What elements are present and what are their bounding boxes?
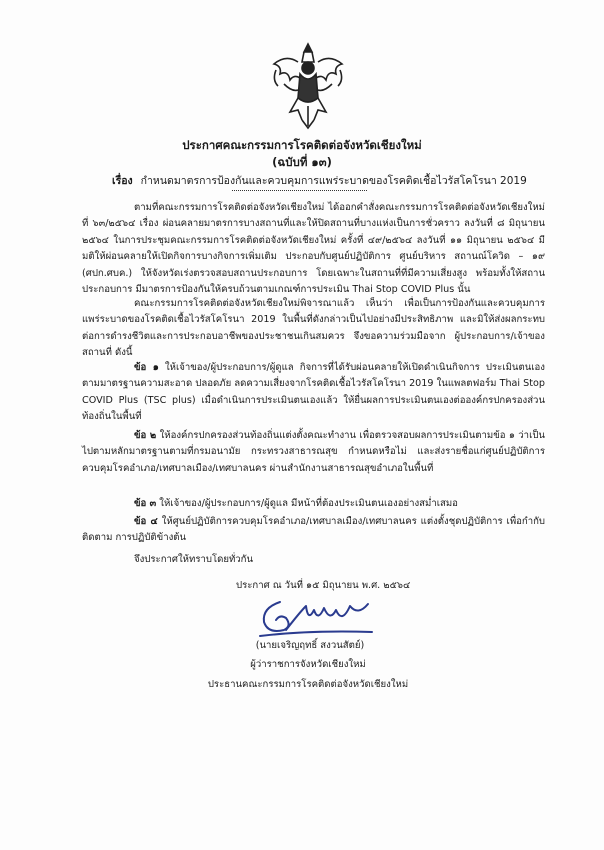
clause-3-label: ข้อ ๓ <box>134 498 157 509</box>
announcement-title: ประกาศคณะกรรมการโรคติดต่อจังหวัดเชียงใหม่ <box>182 138 422 152</box>
clause-2-label: ข้อ ๒ <box>134 430 157 441</box>
clause-2: ข้อ ๒ ให้องค์กรปกครองส่วนท้องถิ่นแต่งตั้งคณะทำงาน เพื่อตรวจสอบผลการประเมินตามข้อ ๑ ว่าเป็นไปตามหลักมาตรฐานตามที่กรมอนามัย กระทรวงสาธารณสุข กำหนดหรือไม่ และส่งรายชื่อแก่ศูนย์ปฏิบัติการควบคุมโรคอำเภอ/เทศบาลเมือง/เทศบาลนคร ผ่านสำนักงานสาธารณสุขอำเภอในพื้นที่ <box>82 430 545 474</box>
announcement-subject <box>112 172 527 189</box>
closing-statement: จึงประกาศให้ทราบโดยทั่วกัน <box>134 554 254 565</box>
announcement-number: (ฉบับที่ ๑๓) <box>272 155 332 169</box>
signer-role: ประธานคณะกรรมการโรคติดต่อจังหวัดเชียงใหม่ <box>207 679 409 690</box>
garuda-emblem-icon <box>268 40 348 130</box>
signer-position: ผู้ว่าราชการจังหวัดเชียงใหม่ <box>250 659 366 670</box>
paragraph-background: ตามที่คณะกรรมการโรคติดต่อจังหวัดเชียงใหม่ ได้ออกคำสั่งคณะกรรมการโรคติดต่อจังหวัดเชียงใหม่ ที่ ๖๓/๒๕๖๔ เรื่อง ผ่อนคลายมาตรการบางสถานที่และให้ปิดสถานที่บางแห่งเป็นการชั่วคราว ลงวันที่ ๘ มิถุนายน ๒๕๖๔ ในการประชุมคณะกรรมการโรคติดต่อจังหวัดเชียงใหม่ ครั้งที่ ๔๙/๒๕๖๔ ลงวันที่ ๑๑ มิถุนายน ๒๕๖๔ มีมติให้ผ่อนคลายให้เปิดกิจการบางกิจการเพิ่มเติม ประกอบกับศูนย์ปฏิบัติการ ศูนย์บริหาร สถานณ์โควิด – ๑๙ (ศปก.ศบค.) ให้จังหวัดเร่งตรวจสอบสถานประกอบการ โดยเฉพาะในสถานที่ที่มีความเสี่ยงสูง พร้อมทั้งให้สถานประกอบการ มีมาตรการป้องกันให้ครบถ้วนตามเกณฑ์การประเมิน Thai Stop COVID Plus นั้น <box>82 202 545 296</box>
clause-1: ข้อ ๑ ให้เจ้าของ/ผู้ประกอบการ/ผู้ดูแล กิจการที่ได้รับผ่อนคลายให้เปิดดำเนินกิจการ ประเมินตนเองตามมาตรฐานความสะอาด ปลอดภัย ลดความเสี่ยงจากโรคติดเชื้อไวรัสโคโรนา 2019 ในแพลตฟอร์ม Thai Stop COVID Plus (TSC plus) เมื่อดำเนินการประเมินตนเองแล้ว ให้ยื่นผลการประเมินตนเองต่อองค์กรปกครองส่วนท้องถิ่นในพื้นที่ <box>82 362 545 423</box>
subject-text: กำหนดมาตรการป้องกันและควบคุมการแพร่ระบาดของโรคติดเชื้อไวรัสโคโรนา 2019 <box>140 175 527 187</box>
clause-4: ข้อ ๔ ให้ศูนย์ปฏิบัติการควบคุมโรคอำเภอ/เทศบาลเมือง/เทศบาลนคร แต่งตั้งชุดปฏิบัติการ เพื่อกำกับ ติดตาม การปฏิบัติข้างต้น <box>82 516 545 544</box>
clause-1-label: ข้อ ๑ <box>134 362 159 373</box>
subject-label: เรื่อง <box>112 175 133 187</box>
clause-4-label: ข้อ ๔ <box>134 516 158 527</box>
handwritten-signature <box>250 592 380 640</box>
title-divider <box>232 190 367 191</box>
clause-3: ข้อ ๓ ให้เจ้าของ/ผู้ประกอบการ/ผู้ดูแล มีหน้าที่ต้องประเมินตนเองอย่างสม่ำเสมอ <box>134 498 458 509</box>
signer-name: (นายเจริญฤทธิ์ สงวนสัตย์) <box>255 640 365 651</box>
paragraph-resolution: คณะกรรมการโรคติดต่อจังหวัดเชียงใหม่พิจารณาแล้ว เห็นว่า เพื่อเป็นการป้องกันและควบคุมการแพร่ระบาดของโรคติดเชื้อไวรัสโคโรนา 2019 ในพื้นที่ดังกล่าวเป็นไปอย่างมีประสิทธิภาพ และมิให้ส่งผลกระทบต่อการดำรงชีวิตและการประกอบอาชีพของประชาชนเกินสมควร จึงขอความร่วมมือจาก ผู้ประกอบการ/เจ้าของสถานที่ ดังนี้ <box>82 298 545 359</box>
announcement-date: ประกาศ ณ วันที่ ๑๕ มิถุนายน พ.ศ. ๒๕๖๔ <box>236 580 411 591</box>
